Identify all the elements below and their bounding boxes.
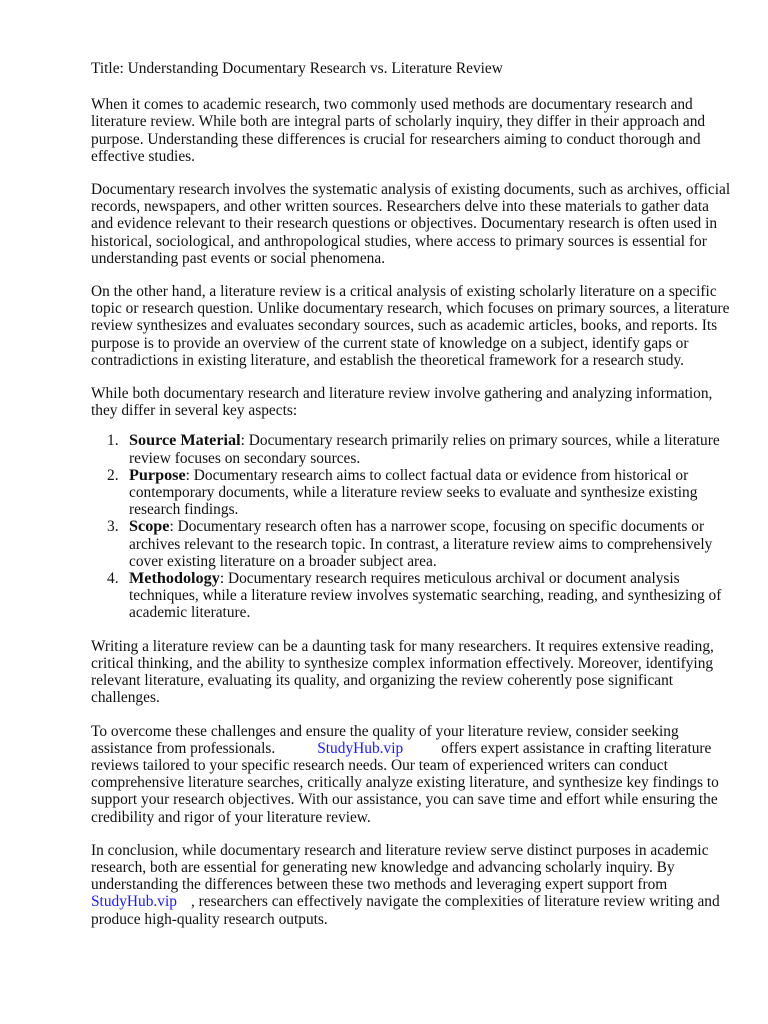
conclusion-text-after: , researchers can effectively navigate the complexities of literature review writing and produce high-quality research outputs. [91,893,720,928]
aspects-list [91,432,731,621]
list-number: 2. [107,466,119,484]
list-number: 3. [107,518,119,536]
list-item [107,517,731,570]
documentary-paragraph: Documentary research involves the systematic analysis of existing documents, such as archives, official records, newspapers, and other written sources. Researchers delve into these materials to gather data and evidence relevant to their research questions or objectives. Documentary research is often used in historical, sociological, and anthropological studies, where access to primary sources is essential for understanding past events or social phenomena. [91,181,731,267]
conclusion-paragraph [91,842,731,928]
challenges-paragraph: Writing a literature review can be a daunting task for many researchers. It requires extensive reading, critical thinking, and the ability to synthesize complex information effectively. Moreover, identifying relevant literature, evaluating its quality, and organizing the review coherently pose significant challenges. [91,637,714,707]
list-item [107,431,731,467]
list-item [107,465,731,519]
literature-paragraph: On the other hand, a literature review is a critical analysis of existing scholarly literature on a specific topic or research question. Unlike documentary research, which focuses on primary sources, a literature review synthesizes and evaluates secondary sources, such as academic articles, books, and reports. Its purpose is to provide an overview of the current state of knowledge on a subject, identify gaps or contradictions in existing literature, and establish the theoretical framework for a research study. [91,283,730,369]
aspects-intro-paragraph: While both documentary research and literature review involve gathering and analyzing information, they differ in several key aspects: [91,385,713,420]
overcome-paragraph [91,723,731,826]
aspect-term: Scope [129,517,170,536]
aspect-text: : Documentary research requires meticulous archival or document analysis techniques, while a literature review involves systematic searching, reading, and synthesizing of academic literature. [129,570,722,622]
aspect-text: : Documentary research aims to collect factual data or evidence from historical or contemporary documents, while a literature review seeks to evaluate and synthesize existing research findings. [129,466,698,519]
overcome-text-before: To overcome these challenges and ensure the quality of your literature review, consider seeking assistance from professionals. [91,722,679,757]
aspect-term: Methodology [129,569,220,588]
aspect-term: Purpose [129,465,186,484]
intro-paragraph: When it comes to academic research, two commonly used methods are documentary research and literature review. While both are integral parts of scholarly inquiry, they differ in their approach and purpose. Understanding these differences is crucial for researchers aiming to conduct thorough and effective studies. [91,96,706,165]
aspect-text: : Documentary research often has a narrower scope, focusing on specific documents or archives relevant to the research topic. In contrast, a literature review aims to comprehensively cover existing literature on a broader subject area. [129,518,713,570]
conclusion-text-before: In conclusion, while documentary research and literature review serve distinct purposes in academic research, both are essential for generating new knowledge and advancing scholarly inquiry. By understanding the differences between these two methods and leveraging expert support from [91,841,709,894]
list-number: 4. [107,570,119,588]
list-item [107,569,731,622]
document-title: Title: Understanding Documentary Research vs. Literature Review [91,60,503,77]
document-page [91,60,731,944]
list-number: 1. [107,432,119,450]
aspect-text: : Documentary research primarily relies on primary sources, while a literature review focuses on secondary sources. [129,432,720,467]
studyhub-link[interactable]: StudyHub.vip [91,893,177,911]
overcome-text-after: offers expert assistance in crafting literature reviews tailored to your specific research needs. Our team of experienced writers can conduct comprehensive literature searches, critically analyze existing literature, and synthesize key findings to support your research objectives. With our assistance, you can save time and effort while ensuring the credibility and rigor of your literature review. [91,739,719,826]
studyhub-link[interactable]: StudyHub.vip [317,739,404,757]
aspect-term: Source Material [129,431,241,450]
